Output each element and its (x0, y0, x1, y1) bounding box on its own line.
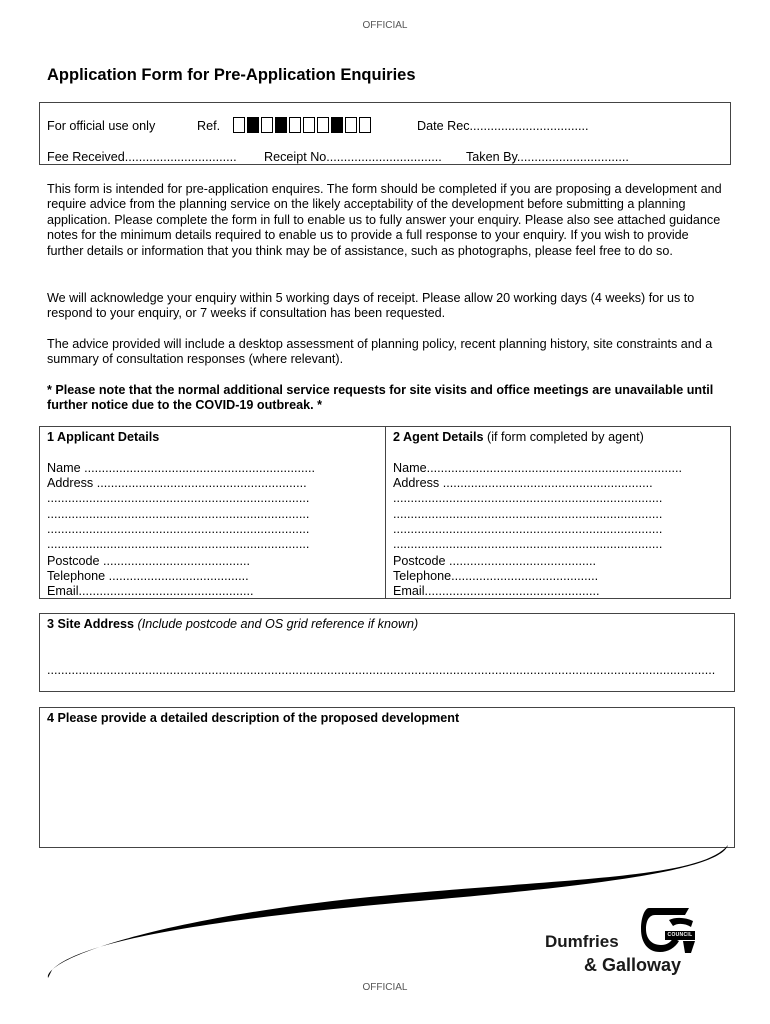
official-use-label: For official use only (47, 119, 156, 133)
logo-badge-text: COUNCIL (667, 932, 693, 938)
ref-box[interactable] (331, 117, 343, 133)
receipt-no-field[interactable]: Receipt No................................. (264, 150, 442, 164)
ref-boxes[interactable] (233, 117, 373, 133)
applicant-address-line[interactable]: ........................................................................... (47, 537, 310, 551)
ref-box[interactable] (303, 117, 315, 133)
agent-postcode-field[interactable]: Postcode .......................................... (393, 554, 596, 568)
agent-heading-note: (if form completed by agent) (487, 430, 644, 444)
agent-name-field[interactable]: Name......................................................................... (393, 461, 683, 475)
applicant-address-line[interactable]: ........................................................................... (47, 507, 310, 521)
agent-address-line[interactable]: ............................................................................. (393, 507, 663, 521)
ref-label: Ref. (197, 119, 221, 133)
applicant-telephone-field[interactable]: Telephone ........................................ (47, 569, 249, 583)
intro-paragraph-1: This form is intended for pre-application enquires. The form should be completed if you are proposing a development and require advice from the planning service on the likely acceptability of the development before submitting a planning application. Please complete the form in full to enable us to fully answer your enquiry. Please also see attached guidance notes for the minimum details required to enable us to provide a full response to your enquiry. If you wish to provide further details or information that you think may be of assistance, such as photographs, please feel free to do so. (47, 182, 722, 258)
applicant-name-field[interactable]: Name .................................................................. (47, 461, 316, 475)
ref-box[interactable] (247, 117, 259, 133)
council-logo-icon (641, 905, 697, 953)
fee-received-field[interactable]: Fee Received................................ (47, 150, 237, 164)
agent-address-field[interactable]: Address ............................................................ (393, 476, 653, 490)
header-classification: OFFICIAL (362, 20, 408, 31)
agent-heading-row (393, 430, 644, 445)
ref-box[interactable] (289, 117, 301, 133)
site-heading-note: (Include postcode and OS grid reference if known) (137, 617, 419, 631)
agent-heading: 2 Agent Details (393, 430, 484, 444)
agent-address-line[interactable]: ............................................................................. (393, 491, 663, 505)
covid-note: * Please note that the normal additional service requests for site visits and office meetings are unavailable until further notice due to the COVID-19 outbreak. * (47, 383, 714, 413)
applicant-email-field[interactable]: Email.................................................. (47, 584, 254, 598)
applicant-address-line[interactable]: ........................................................................... (47, 491, 310, 505)
logo-line-1: Dumfries (545, 932, 619, 951)
applicant-postcode-field[interactable]: Postcode .......................................... (47, 554, 250, 568)
ref-box[interactable] (233, 117, 245, 133)
applicant-heading: 1 Applicant Details (47, 430, 160, 444)
intro-paragraph-2: We will acknowledge your enquiry within 5 working days of receipt. Please allow 20 working days (4 weeks) for us to respond to your enquiry, or 7 weeks if consultation has been requested. (47, 291, 695, 321)
date-rec-field[interactable]: Date Rec.................................. (417, 119, 589, 133)
taken-by-field[interactable]: Taken By................................ (466, 150, 629, 164)
agent-address-line[interactable]: ............................................................................. (393, 522, 663, 536)
ref-box[interactable] (275, 117, 287, 133)
footer-classification: OFFICIAL (362, 982, 408, 993)
applicant-address-field[interactable]: Address ............................................................ (47, 476, 307, 490)
official-use-box (39, 102, 731, 165)
applicant-details-box (39, 426, 386, 599)
ref-box[interactable] (345, 117, 357, 133)
ref-box[interactable] (261, 117, 273, 133)
page-title: Application Form for Pre-Application Enquiries (47, 66, 416, 84)
site-address-box (39, 613, 735, 692)
agent-telephone-field[interactable]: Telephone.......................................... (393, 569, 599, 583)
ref-box[interactable] (317, 117, 329, 133)
agent-details-box (385, 426, 731, 599)
intro-paragraph-3: The advice provided will include a desktop assessment of planning policy, recent planning history, site constraints and a summary of consultation responses (where relevant). (47, 337, 713, 367)
logo-line-2: & Galloway (584, 955, 682, 975)
agent-email-field[interactable]: Email.................................................. (393, 584, 600, 598)
site-heading-row (47, 617, 418, 632)
agent-address-line[interactable]: ............................................................................. (393, 537, 663, 551)
description-box[interactable] (39, 707, 735, 848)
description-heading: 4 Please provide a detailed description of the proposed development (47, 711, 460, 725)
site-address-field[interactable]: ............................................................................................................................................................................................... (47, 663, 716, 677)
site-heading: 3 Site Address (47, 617, 135, 631)
ref-box[interactable] (359, 117, 371, 133)
applicant-address-line[interactable]: ........................................................................... (47, 522, 310, 536)
